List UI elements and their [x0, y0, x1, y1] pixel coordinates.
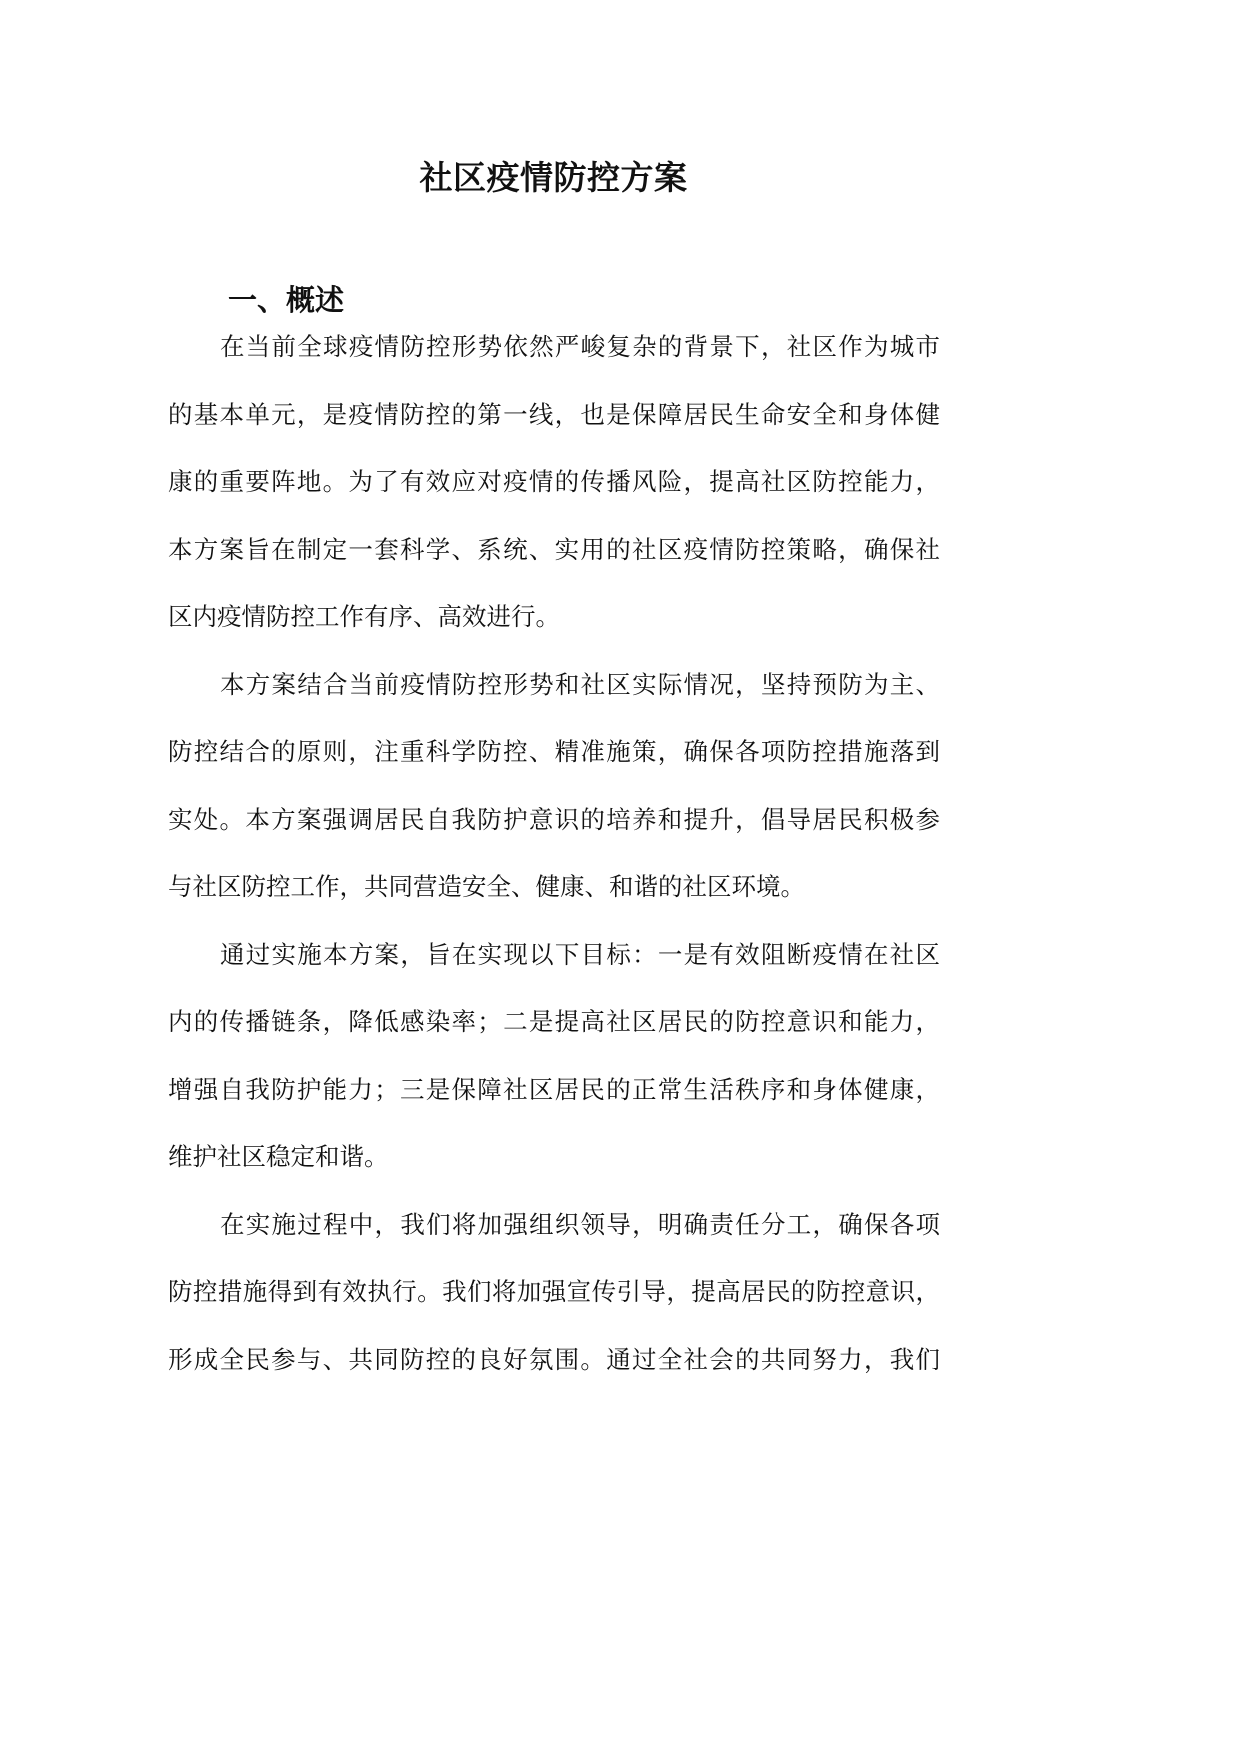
paragraph [168, 651, 940, 921]
paragraph [168, 1191, 940, 1394]
text-line: 在当前全球疫情防控形势依然严峻复杂的背景下，社区作为城市 [220, 332, 940, 361]
paragraph [168, 313, 940, 651]
document-title: 社区疫情防控方案 [419, 158, 688, 197]
text-line: 本方案结合当前疫情防控形势和社区实际情况，坚持预防为主、 [220, 669, 940, 699]
text-line: 通过实施本方案，旨在实现以下目标：一是有效阻断疫情在社区 [220, 939, 940, 969]
text-line: 在实施过程中，我们将加强组织领导，明确责任分工，确保各项 [220, 1209, 940, 1239]
text-line: 内的传播链条，降低感染率；二是提高社区居民的防控意识和能力， [168, 1007, 940, 1036]
text-line: 的基本单元，是疫情防控的第一线，也是保障居民生命安全和身体健 [168, 399, 940, 429]
text-line: 增强自我防护能力；三是保障社区居民的正常生活秩序和身体健康， [168, 1074, 940, 1104]
paragraph [168, 921, 940, 1191]
text-line: 维护社区稳定和谐。 [168, 1142, 389, 1171]
text-line: 本方案旨在制定一套科学、系统、实用的社区疫情防控策略，确保社 [168, 534, 940, 564]
text-line: 康的重要阵地。为了有效应对疫情的传播风险，提高社区防控能力， [168, 467, 940, 496]
text-line: 形成全民参与、共同防控的良好氛围。通过全社会的共同努力，我们 [168, 1344, 940, 1374]
text-line: 实处。本方案强调居民自我防护意识的培养和提升，倡导居民积极参 [168, 804, 940, 834]
text-line: 与社区防控工作，共同营造安全、健康、和谐的社区环境。 [168, 872, 805, 901]
text-line: 防控结合的原则，注重科学防控、精准施策，确保各项防控措施落到 [168, 737, 940, 766]
text-line: 防控措施得到有效执行。我们将加强宣传引导，提高居民的防控意识， [168, 1277, 940, 1306]
document-body [168, 313, 940, 1393]
section-heading: 一、概述 [228, 283, 345, 317]
text-line: 区内疫情防控工作有序、高效进行。 [168, 602, 560, 631]
